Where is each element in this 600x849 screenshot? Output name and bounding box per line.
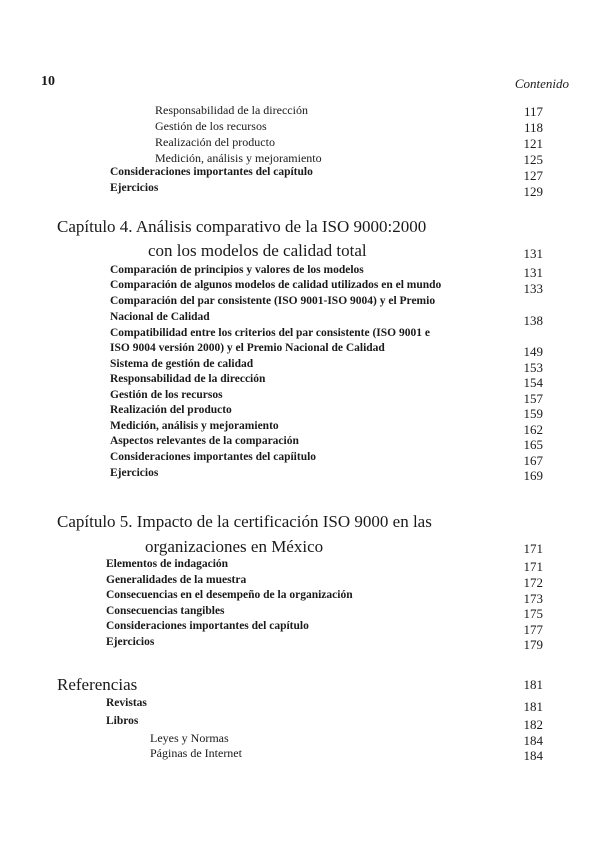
toc-entry: Compatibilidad entre los criterios del par consistente (ISO 9001 e xyxy=(110,327,430,339)
toc-page-number: 177 xyxy=(523,622,543,637)
toc-page-number: 149 xyxy=(523,344,543,359)
toc-page-number: 181 xyxy=(523,699,543,714)
toc-entry: Realización del producto xyxy=(155,135,275,149)
toc-page-number: 162 xyxy=(523,422,543,437)
toc-page-number: 175 xyxy=(523,606,543,621)
toc-entry: Ejercicios xyxy=(106,636,155,648)
toc-page-number: 172 xyxy=(523,575,543,590)
toc-page-number: 131 xyxy=(523,246,543,261)
toc-page-number: 182 xyxy=(523,717,543,732)
toc-entry: Consideraciones importantes del capítulo xyxy=(106,620,309,632)
chapter-title: Capítulo 4. Análisis comparativo de la ISO 9000:2000 xyxy=(57,217,427,236)
toc-page-number: 154 xyxy=(523,375,543,390)
toc-page-number: 153 xyxy=(523,360,543,375)
toc-entry: Medición, análisis y mejoramiento xyxy=(110,420,279,432)
chapter-title-continued: organizaciones en México xyxy=(145,537,324,556)
toc-page-number: 117 xyxy=(523,104,543,119)
references-title: Referencias xyxy=(57,675,138,694)
toc-entry: Ejercicios xyxy=(110,182,159,194)
toc-entry: Generalidades de la muestra xyxy=(106,574,247,586)
toc-page-number: 173 xyxy=(523,591,543,606)
toc-entry: Consideraciones importantes del capíitulo xyxy=(110,451,317,463)
toc-page-number: 131 xyxy=(523,265,543,280)
toc-page-number: 184 xyxy=(523,748,543,763)
toc-page-number: 133 xyxy=(523,281,543,296)
toc-entry: Responsabilidad de la dirección xyxy=(155,103,308,117)
toc-entry: Leyes y Normas xyxy=(150,731,229,745)
toc-page-number: 165 xyxy=(523,437,543,452)
toc-entry: Medición, análisis y mejoramiento xyxy=(155,151,322,165)
toc-entry: Consideraciones importantes del capítulo xyxy=(110,166,313,178)
toc-page-number: 129 xyxy=(523,184,543,199)
toc-entry: Sistema de gestión de calidad xyxy=(110,358,254,370)
toc-page-number: 179 xyxy=(523,637,543,652)
toc-entry: Consecuencias tangibles xyxy=(106,605,225,617)
toc-entry: Comparación de algunos modelos de calidad utilizados en el mundo xyxy=(110,279,442,291)
toc-page-number: 121 xyxy=(523,136,543,151)
toc-entry: Ejercicios xyxy=(110,467,159,479)
toc-page-number: 171 xyxy=(523,541,543,556)
toc-page-number: 167 xyxy=(523,453,543,468)
chapter-title-continued: con los modelos de calidad total xyxy=(148,241,367,260)
toc-entry: Comparación del par consistente (ISO 9001-ISO 9004) y el Premio xyxy=(110,295,436,307)
toc-page-number: 157 xyxy=(523,391,543,406)
toc-entry: Páginas de Internet xyxy=(150,746,242,760)
toc-entry: Revistas xyxy=(106,697,147,709)
toc-entry: Consecuencias en el desempeño de la organización xyxy=(106,589,353,601)
chapter-title: Capítulo 5. Impacto de la certificación ISO 9000 en las xyxy=(57,512,432,531)
toc-page-number: 184 xyxy=(523,733,543,748)
page-number: 10 xyxy=(41,74,55,89)
toc-entry: Elementos de indagación xyxy=(106,558,229,570)
toc-entry: Gestión de los recursos xyxy=(110,389,223,401)
toc-entry: Realización del producto xyxy=(110,404,232,416)
running-header-title: Contenido xyxy=(514,76,569,91)
toc-entry-continued: ISO 9004 versión 2000) y el Premio Nacional de Calidad xyxy=(110,342,385,354)
toc-entry: Comparación de principios y valores de los modelos xyxy=(110,264,364,276)
toc-page-number: 118 xyxy=(523,120,543,135)
toc-entry: Gestión de los recursos xyxy=(155,119,267,133)
toc-page-number: 159 xyxy=(523,406,543,421)
toc-page-number: 127 xyxy=(523,168,543,183)
toc-entry: Libros xyxy=(106,715,139,727)
toc-page-number: 169 xyxy=(523,468,543,483)
toc-entry: Responsabilidad de la dirección xyxy=(110,373,266,385)
toc-entry: Aspectos relevantes de la comparación xyxy=(110,435,299,447)
toc-page-number: 138 xyxy=(523,313,543,328)
toc-entry-continued: Nacional de Calidad xyxy=(110,311,210,323)
toc-page-number: 125 xyxy=(523,152,543,167)
toc-page-number: 181 xyxy=(523,677,543,692)
toc-page-number: 171 xyxy=(523,559,543,574)
